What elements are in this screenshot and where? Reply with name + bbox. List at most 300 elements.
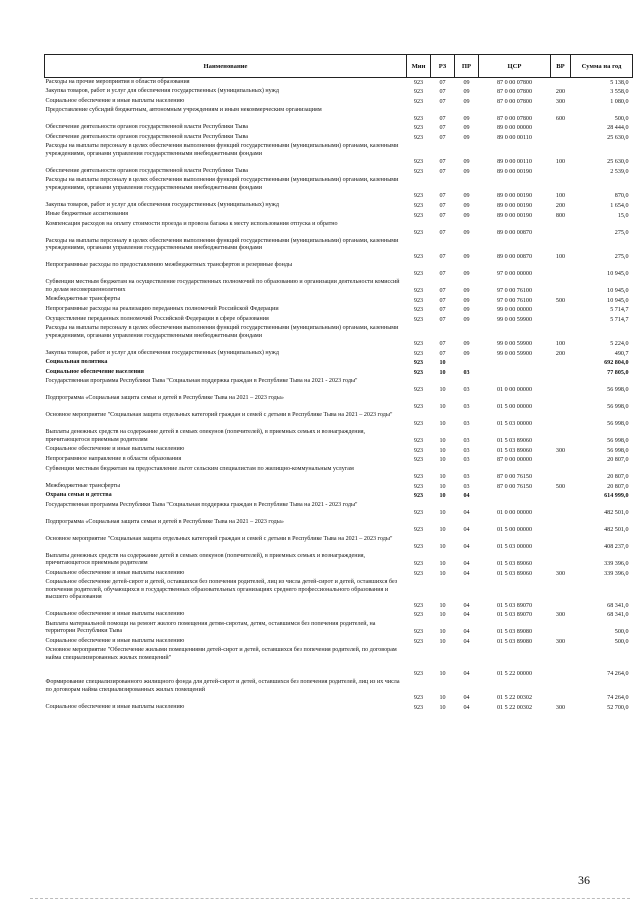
cell-sum: 500,0 xyxy=(614,115,629,122)
cell-pr: 04 xyxy=(463,695,470,702)
cell-csr: 01 5 00 00000 xyxy=(496,527,533,534)
cell-rz: 07 xyxy=(439,341,446,348)
cell-csr: 87 0 00 07800 xyxy=(496,98,533,105)
table-row xyxy=(45,133,633,143)
cell-name: Подпрограмма «Социальная защита семьи и детей в Республике Тыва на 2021 – 2023 годы» xyxy=(45,518,284,525)
cell-min: 923 xyxy=(413,229,424,236)
cell-min: 923 xyxy=(413,89,424,96)
table-row xyxy=(45,176,633,200)
cell-min: 923 xyxy=(413,79,424,86)
cell-min: 923 xyxy=(413,135,424,142)
cell-min: 923 xyxy=(413,447,424,454)
table-row xyxy=(45,87,633,97)
cell-min: 923 xyxy=(413,203,424,210)
cell-pr: 04 xyxy=(463,510,470,517)
table-row xyxy=(45,428,633,445)
cell-vr: 300 xyxy=(555,570,566,577)
table-row xyxy=(45,411,633,428)
cell-name: Расходы на прочие мероприятия в области образования xyxy=(45,79,190,85)
cell-pr: 09 xyxy=(463,271,470,278)
cell-csr: 89 0 00 00110 xyxy=(497,135,532,142)
cell-pr: 03 xyxy=(463,474,470,481)
cell-min: 923 xyxy=(413,212,424,219)
cell-sum: 482 501,0 xyxy=(604,527,629,534)
cell-vr: 300 xyxy=(555,638,566,645)
cell-sum: 870,0 xyxy=(614,193,629,200)
cell-pr: 04 xyxy=(463,704,470,711)
cell-sum: 25 630,0 xyxy=(607,159,629,166)
cell-sum: 74 264,0 xyxy=(607,695,629,702)
cell-rz: 10 xyxy=(439,612,446,619)
cell-rz: 07 xyxy=(439,271,446,278)
cell-name: Подпрограмма «Социальная защита семьи и детей в Республике Тыва на 2021 – 2023 годы» xyxy=(45,395,284,402)
cell-min: 923 xyxy=(413,307,424,314)
cell-rz: 10 xyxy=(439,403,446,410)
cell-min: 923 xyxy=(413,704,424,711)
cell-sum: 1 080,0 xyxy=(610,98,629,105)
table-row xyxy=(45,220,633,237)
column-header-vr: ВР xyxy=(551,55,571,78)
table-row xyxy=(45,535,633,552)
cell-name: Непрограммное направление в области образования xyxy=(45,455,182,462)
cell-min: 923 xyxy=(413,169,424,176)
cell-vr xyxy=(551,465,571,482)
cell-sum: 490,7 xyxy=(614,350,629,357)
cell-name: Непрограммные расходы на реализацию переданных полномочий Российской Федерации xyxy=(45,306,279,313)
cell-min: 923 xyxy=(413,369,424,376)
cell-rz: 07 xyxy=(439,193,446,200)
cell-rz: 10 xyxy=(439,638,446,645)
cell-min: 923 xyxy=(413,420,424,427)
cell-min: 923 xyxy=(413,629,424,636)
cell-vr: 300 xyxy=(555,447,566,454)
cell-csr: 89 0 00 00190 xyxy=(496,203,533,210)
cell-rz: 07 xyxy=(439,79,446,86)
cell-csr: 89 0 00 00190 xyxy=(496,212,533,219)
cell-csr xyxy=(479,368,551,378)
cell-csr xyxy=(479,358,551,368)
cell-csr: 01 5 03 89060 xyxy=(496,570,533,577)
cell-csr: 01 5 03 89060 xyxy=(496,437,533,444)
table-row xyxy=(45,305,633,315)
cell-pr: 09 xyxy=(463,341,470,348)
cell-min: 923 xyxy=(413,457,424,464)
cell-rz: 07 xyxy=(439,89,446,96)
cell-pr: 09 xyxy=(463,135,470,142)
cell-vr: 100 xyxy=(555,254,566,261)
cell-vr: 100 xyxy=(555,341,566,348)
cell-rz: 10 xyxy=(439,386,446,393)
cell-sum: 10 945,0 xyxy=(607,288,629,295)
table-row xyxy=(45,106,633,123)
cell-csr: 01 5 22 00000 xyxy=(496,670,533,677)
cell-rz: 07 xyxy=(439,125,446,132)
cell-name: Выплаты денежных средств на содержание детей в семьях опекунов (попечителей), в приемных семьях и вознаграждения, причитающегося приемным родителям xyxy=(45,552,366,567)
table-row xyxy=(45,358,633,368)
cell-vr xyxy=(551,552,571,569)
cell-name: Охрана семьи и детства xyxy=(45,492,112,499)
cell-sum: 77 805,0 xyxy=(607,369,629,376)
cell-min: 923 xyxy=(413,271,424,278)
cell-csr: 01 5 03 89060 xyxy=(496,447,533,454)
cell-pr: 09 xyxy=(463,254,470,261)
cell-rz: 10 xyxy=(439,695,446,702)
cell-pr: 09 xyxy=(463,307,470,314)
cell-rz: 07 xyxy=(439,212,446,219)
cell-csr: 01 5 22 00302 xyxy=(496,695,533,702)
cell-name: Основное мероприятие "Социальная защита отдельных категорий граждан и семей с детьми в Республике Тыва на 2021 – 2023 годы" xyxy=(45,535,393,542)
cell-csr: 99 0 00 59900 xyxy=(496,341,533,348)
cell-vr: 200 xyxy=(555,89,566,96)
cell-name: Основное мероприятие "Социальная защита отдельных категорий граждан и семей с детьми в Республике Тыва на 2021 – 2023 годы" xyxy=(45,412,393,419)
cell-vr xyxy=(551,305,571,315)
cell-csr: 01 5 00 00000 xyxy=(496,403,533,410)
table-row xyxy=(45,703,633,713)
cell-sum: 25 630,0 xyxy=(607,135,629,142)
cell-vr: 500 xyxy=(555,483,566,490)
cell-rz: 10 xyxy=(439,447,446,454)
page-number: 36 xyxy=(578,873,590,887)
table-row xyxy=(45,315,633,325)
cell-pr: 04 xyxy=(463,561,470,568)
cell-min: 923 xyxy=(413,254,424,261)
cell-name: Формирование специализированного жилищного фонда для детей-сирот и детей, оставшихся без попечения родителей, лиц из их числа по договорам найма специализированных жилых помещений xyxy=(45,679,400,693)
table-row xyxy=(45,578,633,610)
cell-rz: 07 xyxy=(439,288,446,295)
cell-rz: 07 xyxy=(439,307,446,314)
cell-rz: 07 xyxy=(439,316,446,323)
cell-name: Межбюджетные трансферты xyxy=(45,296,121,303)
cell-csr: 01 0 00 00000 xyxy=(496,386,533,393)
cell-vr: 100 xyxy=(555,193,566,200)
cell-csr: 01 5 03 89060 xyxy=(496,561,533,568)
cell-vr: 300 xyxy=(555,612,566,619)
cell-rz: 07 xyxy=(439,254,446,261)
cell-sum: 500,0 xyxy=(614,629,629,636)
table-row xyxy=(45,518,633,535)
cell-pr: 09 xyxy=(463,79,470,86)
cell-vr xyxy=(551,455,571,465)
table-row xyxy=(45,295,633,305)
cell-min: 923 xyxy=(413,695,424,702)
cell-rz: 10 xyxy=(439,544,446,551)
cell-name: Расходы на выплаты персоналу в целях обеспечения выполнения функций государственными (муниципальными) органами, казенными учреждениями, органами управления государственными внебюджетными фондами xyxy=(45,325,399,339)
cell-sum: 28 444,0 xyxy=(607,125,629,132)
cell-sum: 20 807,0 xyxy=(607,483,629,490)
table-row xyxy=(45,142,633,166)
cell-csr: 87 0 00 07800 xyxy=(496,79,533,86)
cell-vr xyxy=(551,358,571,368)
cell-csr: 01 5 03 89070 xyxy=(496,612,533,619)
cell-rz: 07 xyxy=(439,350,446,357)
cell-pr: 03 xyxy=(463,483,470,490)
cell-sum: 56 998,0 xyxy=(607,386,629,393)
table-row xyxy=(45,123,633,133)
cell-vr: 300 xyxy=(555,98,566,105)
cell-csr: 99 0 00 00000 xyxy=(496,307,533,314)
cell-pr: 09 xyxy=(463,193,470,200)
column-header-pr: ПР xyxy=(455,55,479,78)
cell-pr: 03 xyxy=(463,437,470,444)
cell-name: Обеспечение деятельности органов государственной власти Республики Тыва xyxy=(45,124,248,131)
cell-name: Социальная политика xyxy=(45,359,108,366)
cell-sum: 56 998,0 xyxy=(607,437,629,444)
table-row xyxy=(45,569,633,579)
cell-sum: 482 501,0 xyxy=(604,510,629,517)
cell-sum: 56 998,0 xyxy=(607,403,629,410)
cell-csr: 97 0 00 76100 xyxy=(496,288,533,295)
cell-pr: 09 xyxy=(463,350,470,357)
cell-vr: 500 xyxy=(555,297,566,304)
table-row xyxy=(45,377,633,394)
cell-name: Закупка товаров, работ и услуг для обеспечения государственных (муниципальных) нужд xyxy=(45,88,279,95)
cell-csr: 01 5 03 00000 xyxy=(496,420,533,427)
cell-vr xyxy=(551,678,571,702)
cell-name: Социальное обеспечение населения xyxy=(45,368,144,375)
cell-min: 923 xyxy=(413,98,424,105)
cell-vr: 100 xyxy=(555,159,566,166)
cell-vr: 300 xyxy=(555,704,566,711)
cell-name: Государственная программа Республики Тыва "Социальная поддержка граждан в Республике Тыва на 2021 - 2023 годы" xyxy=(45,501,358,508)
cell-min: 923 xyxy=(413,493,424,500)
cell-csr: 87 0 00 76150 xyxy=(496,474,533,481)
cell-sum: 275,0 xyxy=(614,254,629,261)
table-row xyxy=(45,97,633,107)
cell-vr xyxy=(551,261,571,278)
cell-min: 923 xyxy=(413,612,424,619)
cell-sum: 408 237,0 xyxy=(604,544,629,551)
cell-name: Расходы на выплаты персоналу в целях обеспечения выполнения функций государственными (муниципальными) органами, казенными учреждениями, органами управления государственными внебюджетными фондами xyxy=(45,143,399,157)
table-row xyxy=(45,482,633,492)
table-row xyxy=(45,78,633,88)
cell-name: Осуществление переданных полномочий Российской Федерации в сфере образования xyxy=(45,315,269,322)
cell-sum: 15,0 xyxy=(617,212,629,219)
cell-name: Социальное обеспечение и иные выплаты населению xyxy=(45,637,185,644)
table-row xyxy=(45,261,633,278)
cell-rz: 10 xyxy=(439,704,446,711)
cell-pr xyxy=(455,358,479,368)
cell-rz: 10 xyxy=(439,474,446,481)
cell-min: 923 xyxy=(413,341,424,348)
budget-table xyxy=(44,54,633,712)
cell-name: Расходы на выплаты персоналу в целях обеспечения выполнения функций государственными (муниципальными) органами, казенными учреждениями, органами управления государственными внебюджетными фондами xyxy=(45,177,399,191)
cell-vr xyxy=(551,377,571,394)
cell-sum: 3 558,0 xyxy=(610,89,629,96)
cell-name: Закупка товаров, работ и услуг для обеспечения государственных (муниципальных) нужд xyxy=(45,349,279,356)
cell-pr: 04 xyxy=(463,602,470,609)
cell-csr: 01 0 00 00000 xyxy=(496,510,533,517)
table-row xyxy=(45,637,633,647)
cell-name: Социальное обеспечение детей-сирот и детей, оставшихся без попечения родителей, лиц из числа детей-сирот и детей, оставшихся без попечения родителей, обучающихся в государственных образовательных организациях среднего профессионального образования и высшего образования xyxy=(45,579,398,601)
table-row xyxy=(45,501,633,518)
cell-min: 923 xyxy=(413,602,424,609)
cell-pr: 03 xyxy=(463,403,470,410)
table-row xyxy=(45,455,633,465)
cell-min: 923 xyxy=(413,527,424,534)
cell-min: 923 xyxy=(413,403,424,410)
cell-vr xyxy=(551,535,571,552)
cell-sum: 20 807,0 xyxy=(607,457,629,464)
cell-pr: 09 xyxy=(463,203,470,210)
cell-vr: 600 xyxy=(555,115,566,122)
table-row xyxy=(45,349,633,359)
cell-rz: 10 xyxy=(439,457,446,464)
cell-vr xyxy=(551,123,571,133)
cell-name: Обеспечение деятельности органов государственной власти Республики Тыва xyxy=(45,133,248,140)
cell-name: Социальное обеспечение и иные выплаты населению xyxy=(45,446,185,453)
cell-vr xyxy=(551,220,571,237)
cell-rz: 10 xyxy=(439,527,446,534)
cell-sum: 2 539,0 xyxy=(610,169,629,176)
cell-vr xyxy=(551,501,571,518)
cell-csr: 01 5 03 89080 xyxy=(496,629,533,636)
cell-name: Выплата материальной помощи на ремонт жилого помещения детям-сиротам, детям, оставшимся без попечения родителей, на территории Республики Тыва xyxy=(45,620,376,635)
cell-rz: 10 xyxy=(439,369,446,376)
cell-pr: 09 xyxy=(463,98,470,105)
cell-sum: 10 945,0 xyxy=(607,297,629,304)
table-row xyxy=(45,646,633,678)
cell-csr: 89 0 00 00870 xyxy=(496,229,533,236)
cell-sum: 5 138,0 xyxy=(610,79,629,86)
cell-csr: 87 0 00 07800 xyxy=(496,115,533,122)
cell-name: Основное мероприятие "Обеспечение жилыми помещениями детей-сирот и детей, оставшихся без попечения родителей, по договорам найма специализированных жилых помещений" xyxy=(45,647,397,661)
cell-sum: 10 945,0 xyxy=(607,271,629,278)
cell-pr: 09 xyxy=(463,212,470,219)
table-row xyxy=(45,368,633,378)
cell-min: 923 xyxy=(413,561,424,568)
table-row xyxy=(45,167,633,177)
cell-vr xyxy=(551,315,571,325)
table-row xyxy=(45,394,633,411)
cell-pr: 09 xyxy=(463,125,470,132)
cell-rz: 07 xyxy=(439,169,446,176)
cell-name: Компенсация расходов на оплату стоимости проезда и провоза багажа к месту использования отпуска и обратно xyxy=(45,221,338,228)
cell-name: Субвенции местным бюджетам на предоставление льгот сельским специалистам по жилищно-коммунальным услугам xyxy=(45,465,354,472)
cell-rz: 10 xyxy=(439,629,446,636)
cell-pr: 03 xyxy=(463,457,470,464)
cell-csr: 99 0 00 59900 xyxy=(496,316,533,323)
cell-name: Социальное обеспечение и иные выплаты населению xyxy=(45,611,185,618)
cell-pr: 04 xyxy=(463,570,470,577)
cell-min: 923 xyxy=(413,288,424,295)
cell-csr: 99 0 00 59900 xyxy=(496,350,533,357)
cell-min: 923 xyxy=(413,316,424,323)
cell-vr: 200 xyxy=(555,350,566,357)
cell-sum: 339 396,0 xyxy=(604,561,629,568)
cell-vr xyxy=(551,518,571,535)
cell-name: Межбюджетные трансферты xyxy=(45,482,121,489)
table-row xyxy=(45,237,633,261)
cell-pr: 03 xyxy=(463,386,470,393)
cell-sum: 5 714,7 xyxy=(610,307,629,314)
cell-vr xyxy=(551,368,571,378)
cell-name: Иные бюджетные ассигнования xyxy=(45,211,129,218)
cell-pr: 09 xyxy=(463,288,470,295)
cell-pr: 04 xyxy=(463,544,470,551)
cell-csr: 97 0 00 76100 xyxy=(496,297,533,304)
cell-rz: 10 xyxy=(439,602,446,609)
cell-sum: 68 341,0 xyxy=(607,612,629,619)
cell-name: Государственная программа Республики Тыва "Социальная поддержка граждан в Республике Тыва на 2021 - 2023 годы" xyxy=(45,378,358,385)
page-edge-divider xyxy=(30,898,630,901)
column-header-name: Наименование xyxy=(45,55,407,78)
cell-vr xyxy=(551,133,571,143)
cell-rz: 07 xyxy=(439,229,446,236)
cell-name: Выплаты денежных средств на содержание детей в семьях опекунов (попечителей), в приемных семьях и вознаграждения, причитающегося приемным родителям xyxy=(45,429,366,443)
cell-pr: 09 xyxy=(463,115,470,122)
table-row xyxy=(45,678,633,702)
cell-pr: 04 xyxy=(463,493,470,500)
cell-name: Закупка товаров, работ и услуг для обеспечения государственных (муниципальных) нужд xyxy=(45,201,279,208)
cell-name: Социальное обеспечение и иные выплаты населению xyxy=(45,569,185,576)
cell-csr: 01 5 22 00302 xyxy=(496,704,533,711)
table-row xyxy=(45,201,633,211)
cell-sum: 275,0 xyxy=(614,229,629,236)
table-row xyxy=(45,278,633,295)
cell-rz: 10 xyxy=(439,570,446,577)
cell-pr: 03 xyxy=(463,447,470,454)
cell-sum: 339 396,0 xyxy=(604,570,629,577)
cell-name: Субвенции местным бюджетам на осуществление государственных полномочий по образованию и организации деятельности комиссий по делам несовершеннолетних xyxy=(45,279,400,293)
cell-csr: 87 0 00 00000 xyxy=(496,457,533,464)
cell-sum: 52 700,0 xyxy=(607,704,629,711)
table-row xyxy=(45,465,633,482)
cell-vr: 800 xyxy=(555,212,566,219)
cell-rz: 07 xyxy=(439,159,446,166)
cell-sum: 56 998,0 xyxy=(607,447,629,454)
cell-pr: 09 xyxy=(463,297,470,304)
cell-csr: 01 5 03 00000 xyxy=(496,544,533,551)
cell-sum: 5 714,7 xyxy=(610,316,629,323)
table-row xyxy=(45,610,633,620)
cell-name: Обеспечение деятельности органов государственной власти Республики Тыва xyxy=(45,167,248,174)
column-header-min: Мин xyxy=(407,55,431,78)
cell-csr: 89 0 00 00870 xyxy=(496,254,533,261)
cell-csr: 89 0 00 00110 xyxy=(497,159,532,166)
column-header-rz: РЗ xyxy=(431,55,455,78)
cell-rz: 10 xyxy=(439,437,446,444)
cell-min: 923 xyxy=(413,386,424,393)
cell-min: 923 xyxy=(413,125,424,132)
cell-rz: 10 xyxy=(439,360,446,367)
cell-pr: 04 xyxy=(463,527,470,534)
cell-csr: 01 5 03 89070 xyxy=(496,602,533,609)
column-header-csr: ЦСР xyxy=(479,55,551,78)
cell-rz: 07 xyxy=(439,297,446,304)
cell-name: Социальное обеспечение и иные выплаты населению xyxy=(45,703,185,710)
cell-pr: 09 xyxy=(463,89,470,96)
cell-min: 923 xyxy=(413,670,424,677)
cell-min: 923 xyxy=(413,193,424,200)
cell-vr: 200 xyxy=(555,203,566,210)
cell-csr: 87 0 00 76150 xyxy=(496,483,533,490)
cell-name: Непрограммные расходы по предоставлению межбюджетных трансфертов и резервные фонды xyxy=(45,262,293,269)
cell-csr: 87 0 00 07800 xyxy=(496,89,533,96)
cell-sum: 1 654,0 xyxy=(610,203,629,210)
cell-pr: 03 xyxy=(463,369,470,376)
cell-rz: 10 xyxy=(439,420,446,427)
cell-name: Социальное обеспечение и иные выплаты населению xyxy=(45,97,185,104)
cell-pr: 03 xyxy=(463,420,470,427)
cell-sum: 74 264,0 xyxy=(607,670,629,677)
cell-name: Предоставление субсидий бюджетным, автономным учреждениям и иным некоммерческим организациям xyxy=(45,107,322,114)
cell-pr: 04 xyxy=(463,629,470,636)
cell-vr xyxy=(551,428,571,445)
cell-rz: 10 xyxy=(439,670,446,677)
cell-min: 923 xyxy=(413,570,424,577)
cell-rz: 10 xyxy=(439,483,446,490)
cell-pr: 04 xyxy=(463,670,470,677)
